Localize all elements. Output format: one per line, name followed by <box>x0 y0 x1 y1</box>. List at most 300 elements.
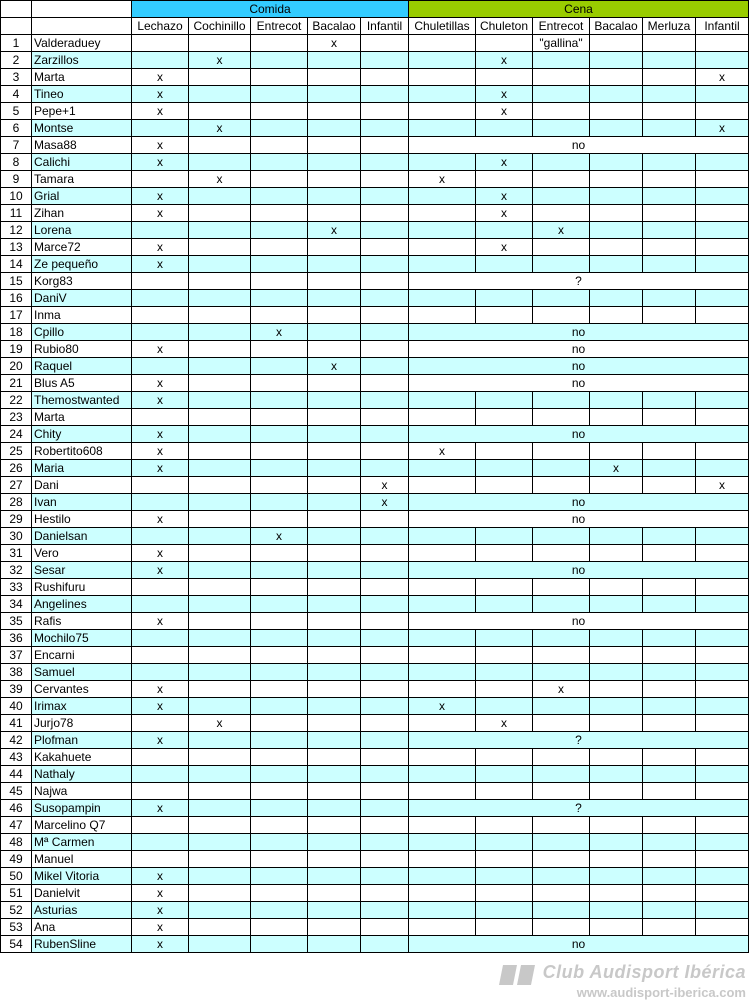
choice-cell[interactable] <box>590 783 643 800</box>
person-name-cell[interactable]: Nathaly <box>32 766 132 783</box>
choice-cell[interactable]: x <box>189 120 251 137</box>
choice-cell[interactable] <box>590 103 643 120</box>
choice-cell[interactable] <box>696 443 749 460</box>
choice-cell[interactable] <box>361 171 409 188</box>
cena-status-cell[interactable]: ? <box>409 273 749 290</box>
person-name-cell[interactable]: Grial <box>32 188 132 205</box>
person-name-cell[interactable]: Zarzillos <box>32 52 132 69</box>
choice-cell[interactable] <box>696 647 749 664</box>
choice-cell[interactable] <box>533 834 590 851</box>
choice-cell[interactable] <box>251 885 308 902</box>
choice-cell[interactable] <box>189 681 251 698</box>
person-name-cell[interactable]: Angelines <box>32 596 132 613</box>
person-name-cell[interactable]: Irimax <box>32 698 132 715</box>
choice-cell[interactable] <box>533 545 590 562</box>
choice-cell[interactable] <box>409 630 476 647</box>
choice-cell[interactable]: x <box>132 256 189 273</box>
choice-cell[interactable] <box>590 205 643 222</box>
choice-cell[interactable] <box>251 188 308 205</box>
choice-cell[interactable] <box>409 477 476 494</box>
choice-cell[interactable] <box>643 222 696 239</box>
choice-cell[interactable] <box>189 766 251 783</box>
choice-cell[interactable] <box>361 256 409 273</box>
choice-cell[interactable] <box>476 460 533 477</box>
choice-cell[interactable] <box>251 715 308 732</box>
choice-cell[interactable] <box>590 69 643 86</box>
choice-cell[interactable] <box>361 511 409 528</box>
choice-cell[interactable] <box>590 409 643 426</box>
choice-cell[interactable] <box>409 528 476 545</box>
choice-cell[interactable] <box>361 783 409 800</box>
choice-cell[interactable] <box>189 86 251 103</box>
choice-cell[interactable] <box>643 919 696 936</box>
choice-cell[interactable] <box>533 154 590 171</box>
choice-cell[interactable] <box>533 256 590 273</box>
choice-cell[interactable] <box>590 851 643 868</box>
choice-cell[interactable]: x <box>361 494 409 511</box>
choice-cell[interactable] <box>308 715 361 732</box>
choice-cell[interactable] <box>476 290 533 307</box>
choice-cell[interactable] <box>361 239 409 256</box>
choice-cell[interactable] <box>132 273 189 290</box>
choice-cell[interactable] <box>696 256 749 273</box>
person-name-cell[interactable]: Danielvit <box>32 885 132 902</box>
choice-cell[interactable] <box>533 664 590 681</box>
choice-cell[interactable] <box>189 494 251 511</box>
choice-cell[interactable] <box>696 817 749 834</box>
choice-cell[interactable] <box>643 69 696 86</box>
choice-cell[interactable] <box>361 273 409 290</box>
choice-cell[interactable] <box>308 902 361 919</box>
choice-cell[interactable] <box>189 460 251 477</box>
person-name-cell[interactable]: Mochilo75 <box>32 630 132 647</box>
choice-cell[interactable] <box>308 273 361 290</box>
choice-cell[interactable] <box>132 766 189 783</box>
choice-cell[interactable] <box>590 545 643 562</box>
person-name-cell[interactable]: RubenSline <box>32 936 132 953</box>
choice-cell[interactable] <box>533 528 590 545</box>
choice-cell[interactable] <box>643 239 696 256</box>
choice-cell[interactable] <box>590 715 643 732</box>
choice-cell[interactable] <box>189 732 251 749</box>
choice-cell[interactable] <box>409 766 476 783</box>
choice-cell[interactable] <box>361 919 409 936</box>
person-name-cell[interactable]: DaniV <box>32 290 132 307</box>
choice-cell[interactable] <box>251 443 308 460</box>
choice-cell[interactable] <box>533 868 590 885</box>
choice-cell[interactable] <box>696 919 749 936</box>
choice-cell[interactable]: x <box>132 681 189 698</box>
choice-cell[interactable] <box>361 766 409 783</box>
choice-cell[interactable] <box>189 154 251 171</box>
choice-cell[interactable] <box>251 307 308 324</box>
choice-cell[interactable] <box>409 851 476 868</box>
choice-cell[interactable] <box>308 919 361 936</box>
choice-cell[interactable] <box>533 409 590 426</box>
choice-cell[interactable] <box>590 681 643 698</box>
choice-cell[interactable] <box>251 579 308 596</box>
choice-cell[interactable]: x <box>251 324 308 341</box>
choice-cell[interactable] <box>590 902 643 919</box>
choice-cell[interactable] <box>476 698 533 715</box>
choice-cell[interactable] <box>696 409 749 426</box>
choice-cell[interactable] <box>308 307 361 324</box>
choice-cell[interactable] <box>308 290 361 307</box>
choice-cell[interactable] <box>308 766 361 783</box>
choice-cell[interactable] <box>643 749 696 766</box>
person-name-cell[interactable]: Rushifuru <box>32 579 132 596</box>
choice-cell[interactable] <box>251 698 308 715</box>
choice-cell[interactable] <box>308 681 361 698</box>
choice-cell[interactable] <box>643 630 696 647</box>
choice-cell[interactable] <box>643 120 696 137</box>
choice-cell[interactable] <box>409 885 476 902</box>
choice-cell[interactable]: x <box>132 732 189 749</box>
choice-cell[interactable]: x <box>476 86 533 103</box>
choice-cell[interactable] <box>361 154 409 171</box>
person-name-cell[interactable]: Mikel Vitoria <box>32 868 132 885</box>
choice-cell[interactable] <box>696 698 749 715</box>
choice-cell[interactable] <box>476 681 533 698</box>
person-name-cell[interactable]: Sesar <box>32 562 132 579</box>
person-name-cell[interactable]: Hestilo <box>32 511 132 528</box>
choice-cell[interactable] <box>476 664 533 681</box>
choice-cell[interactable] <box>533 69 590 86</box>
choice-cell[interactable]: x <box>476 103 533 120</box>
choice-cell[interactable]: x <box>409 443 476 460</box>
choice-cell[interactable] <box>590 52 643 69</box>
choice-cell[interactable] <box>590 579 643 596</box>
choice-cell[interactable] <box>590 307 643 324</box>
choice-cell[interactable] <box>132 715 189 732</box>
choice-cell[interactable] <box>643 460 696 477</box>
choice-cell[interactable] <box>696 154 749 171</box>
choice-cell[interactable]: x <box>132 86 189 103</box>
choice-cell[interactable] <box>643 477 696 494</box>
cena-status-cell[interactable]: no <box>409 613 749 630</box>
choice-cell[interactable] <box>643 681 696 698</box>
choice-cell[interactable] <box>409 35 476 52</box>
person-name-cell[interactable]: Marta <box>32 409 132 426</box>
choice-cell[interactable] <box>643 579 696 596</box>
choice-cell[interactable] <box>189 698 251 715</box>
person-name-cell[interactable]: Tamara <box>32 171 132 188</box>
choice-cell[interactable] <box>409 596 476 613</box>
choice-cell[interactable] <box>409 409 476 426</box>
choice-cell[interactable] <box>189 222 251 239</box>
choice-cell[interactable] <box>361 664 409 681</box>
choice-cell[interactable] <box>643 715 696 732</box>
choice-cell[interactable] <box>308 800 361 817</box>
choice-cell[interactable] <box>361 375 409 392</box>
choice-cell[interactable] <box>643 766 696 783</box>
choice-cell[interactable] <box>476 35 533 52</box>
choice-cell[interactable] <box>251 103 308 120</box>
choice-cell[interactable] <box>132 630 189 647</box>
choice-cell[interactable] <box>189 613 251 630</box>
choice-cell[interactable] <box>533 188 590 205</box>
choice-cell[interactable] <box>409 188 476 205</box>
choice-cell[interactable] <box>409 783 476 800</box>
choice-cell[interactable] <box>696 392 749 409</box>
choice-cell[interactable]: x <box>132 205 189 222</box>
choice-cell[interactable] <box>476 919 533 936</box>
choice-cell[interactable]: "gallina" <box>533 35 590 52</box>
choice-cell[interactable]: x <box>409 171 476 188</box>
choice-cell[interactable] <box>132 409 189 426</box>
choice-cell[interactable] <box>590 239 643 256</box>
choice-cell[interactable]: x <box>409 698 476 715</box>
choice-cell[interactable] <box>361 52 409 69</box>
choice-cell[interactable] <box>696 749 749 766</box>
choice-cell[interactable] <box>590 290 643 307</box>
choice-cell[interactable] <box>590 528 643 545</box>
choice-cell[interactable] <box>590 171 643 188</box>
choice-cell[interactable] <box>533 851 590 868</box>
choice-cell[interactable] <box>590 86 643 103</box>
choice-cell[interactable] <box>590 392 643 409</box>
choice-cell[interactable] <box>361 936 409 953</box>
choice-cell[interactable] <box>696 528 749 545</box>
choice-cell[interactable] <box>533 630 590 647</box>
choice-cell[interactable] <box>189 800 251 817</box>
choice-cell[interactable] <box>643 783 696 800</box>
choice-cell[interactable] <box>308 86 361 103</box>
choice-cell[interactable]: x <box>132 188 189 205</box>
choice-cell[interactable] <box>476 256 533 273</box>
choice-cell[interactable] <box>409 902 476 919</box>
choice-cell[interactable] <box>361 613 409 630</box>
choice-cell[interactable] <box>361 307 409 324</box>
choice-cell[interactable] <box>533 817 590 834</box>
choice-cell[interactable] <box>361 205 409 222</box>
choice-cell[interactable] <box>308 52 361 69</box>
choice-cell[interactable] <box>132 222 189 239</box>
choice-cell[interactable]: x <box>132 392 189 409</box>
choice-cell[interactable] <box>409 868 476 885</box>
choice-cell[interactable] <box>696 188 749 205</box>
choice-cell[interactable] <box>189 188 251 205</box>
choice-cell[interactable] <box>476 868 533 885</box>
choice-cell[interactable] <box>189 409 251 426</box>
choice-cell[interactable] <box>132 477 189 494</box>
choice-cell[interactable] <box>308 103 361 120</box>
choice-cell[interactable]: x <box>132 800 189 817</box>
choice-cell[interactable] <box>361 35 409 52</box>
choice-cell[interactable] <box>361 545 409 562</box>
choice-cell[interactable] <box>409 239 476 256</box>
choice-cell[interactable] <box>643 528 696 545</box>
choice-cell[interactable] <box>476 630 533 647</box>
choice-cell[interactable] <box>409 290 476 307</box>
choice-cell[interactable] <box>533 596 590 613</box>
choice-cell[interactable] <box>251 86 308 103</box>
choice-cell[interactable] <box>533 443 590 460</box>
choice-cell[interactable] <box>251 222 308 239</box>
choice-cell[interactable] <box>132 596 189 613</box>
choice-cell[interactable] <box>590 766 643 783</box>
person-name-cell[interactable]: Korg83 <box>32 273 132 290</box>
choice-cell[interactable] <box>409 817 476 834</box>
choice-cell[interactable] <box>361 800 409 817</box>
choice-cell[interactable] <box>643 205 696 222</box>
choice-cell[interactable] <box>643 52 696 69</box>
choice-cell[interactable] <box>189 647 251 664</box>
choice-cell[interactable]: x <box>476 52 533 69</box>
choice-cell[interactable] <box>409 154 476 171</box>
choice-cell[interactable] <box>643 647 696 664</box>
choice-cell[interactable] <box>590 885 643 902</box>
choice-cell[interactable] <box>251 120 308 137</box>
person-name-cell[interactable]: Mª Carmen <box>32 834 132 851</box>
choice-cell[interactable] <box>251 477 308 494</box>
cena-status-cell[interactable]: no <box>409 375 749 392</box>
choice-cell[interactable] <box>643 188 696 205</box>
choice-cell[interactable] <box>643 868 696 885</box>
choice-cell[interactable] <box>476 834 533 851</box>
choice-cell[interactable] <box>251 545 308 562</box>
choice-cell[interactable]: x <box>189 171 251 188</box>
choice-cell[interactable] <box>251 647 308 664</box>
choice-cell[interactable] <box>308 477 361 494</box>
choice-cell[interactable]: x <box>476 188 533 205</box>
choice-cell[interactable] <box>643 698 696 715</box>
choice-cell[interactable] <box>409 205 476 222</box>
choice-cell[interactable] <box>643 171 696 188</box>
choice-cell[interactable] <box>476 783 533 800</box>
choice-cell[interactable] <box>308 511 361 528</box>
choice-cell[interactable] <box>361 902 409 919</box>
cena-status-cell[interactable]: no <box>409 494 749 511</box>
choice-cell[interactable] <box>643 392 696 409</box>
choice-cell[interactable] <box>696 545 749 562</box>
choice-cell[interactable]: x <box>308 35 361 52</box>
choice-cell[interactable] <box>251 375 308 392</box>
choice-cell[interactable] <box>251 409 308 426</box>
choice-cell[interactable] <box>308 256 361 273</box>
person-name-cell[interactable]: Chity <box>32 426 132 443</box>
person-name-cell[interactable]: Asturias <box>32 902 132 919</box>
choice-cell[interactable] <box>251 936 308 953</box>
choice-cell[interactable] <box>361 596 409 613</box>
choice-cell[interactable] <box>251 69 308 86</box>
choice-cell[interactable] <box>361 324 409 341</box>
choice-cell[interactable] <box>308 375 361 392</box>
choice-cell[interactable] <box>476 902 533 919</box>
choice-cell[interactable]: x <box>132 443 189 460</box>
choice-cell[interactable] <box>251 732 308 749</box>
choice-cell[interactable] <box>696 664 749 681</box>
choice-cell[interactable] <box>590 817 643 834</box>
choice-cell[interactable] <box>189 324 251 341</box>
choice-cell[interactable]: x <box>189 715 251 732</box>
choice-cell[interactable] <box>361 630 409 647</box>
choice-cell[interactable] <box>308 698 361 715</box>
choice-cell[interactable] <box>409 392 476 409</box>
choice-cell[interactable] <box>696 307 749 324</box>
choice-cell[interactable] <box>533 52 590 69</box>
choice-cell[interactable] <box>696 596 749 613</box>
choice-cell[interactable] <box>308 647 361 664</box>
choice-cell[interactable] <box>533 205 590 222</box>
choice-cell[interactable] <box>308 834 361 851</box>
choice-cell[interactable] <box>308 426 361 443</box>
choice-cell[interactable] <box>533 647 590 664</box>
choice-cell[interactable] <box>308 613 361 630</box>
choice-cell[interactable] <box>533 749 590 766</box>
choice-cell[interactable] <box>251 494 308 511</box>
choice-cell[interactable]: x <box>132 562 189 579</box>
choice-cell[interactable]: x <box>696 69 749 86</box>
choice-cell[interactable] <box>251 52 308 69</box>
choice-cell[interactable] <box>409 222 476 239</box>
choice-cell[interactable] <box>590 222 643 239</box>
choice-cell[interactable] <box>189 528 251 545</box>
choice-cell[interactable] <box>409 664 476 681</box>
choice-cell[interactable] <box>361 851 409 868</box>
choice-cell[interactable]: x <box>696 477 749 494</box>
choice-cell[interactable] <box>251 341 308 358</box>
choice-cell[interactable] <box>476 392 533 409</box>
choice-cell[interactable] <box>696 885 749 902</box>
choice-cell[interactable] <box>643 154 696 171</box>
choice-cell[interactable] <box>696 171 749 188</box>
choice-cell[interactable] <box>361 579 409 596</box>
choice-cell[interactable] <box>361 562 409 579</box>
choice-cell[interactable] <box>251 562 308 579</box>
choice-cell[interactable] <box>189 851 251 868</box>
person-name-cell[interactable]: Encarni <box>32 647 132 664</box>
choice-cell[interactable] <box>308 596 361 613</box>
choice-cell[interactable] <box>308 205 361 222</box>
person-name-cell[interactable]: Masa88 <box>32 137 132 154</box>
person-name-cell[interactable]: Pepe+1 <box>32 103 132 120</box>
choice-cell[interactable] <box>643 35 696 52</box>
choice-cell[interactable] <box>308 443 361 460</box>
choice-cell[interactable] <box>251 290 308 307</box>
choice-cell[interactable] <box>132 834 189 851</box>
choice-cell[interactable] <box>251 664 308 681</box>
choice-cell[interactable] <box>132 120 189 137</box>
choice-cell[interactable] <box>361 698 409 715</box>
choice-cell[interactable] <box>696 103 749 120</box>
choice-cell[interactable] <box>132 171 189 188</box>
choice-cell[interactable] <box>132 579 189 596</box>
choice-cell[interactable] <box>308 868 361 885</box>
choice-cell[interactable] <box>696 715 749 732</box>
choice-cell[interactable] <box>308 817 361 834</box>
choice-cell[interactable] <box>590 664 643 681</box>
choice-cell[interactable] <box>590 188 643 205</box>
choice-cell[interactable] <box>533 477 590 494</box>
choice-cell[interactable] <box>696 783 749 800</box>
person-name-cell[interactable]: Calichi <box>32 154 132 171</box>
person-name-cell[interactable]: Marce72 <box>32 239 132 256</box>
choice-cell[interactable] <box>643 902 696 919</box>
choice-cell[interactable] <box>132 749 189 766</box>
choice-cell[interactable] <box>533 766 590 783</box>
choice-cell[interactable] <box>361 137 409 154</box>
person-name-cell[interactable]: Montse <box>32 120 132 137</box>
person-name-cell[interactable]: Lorena <box>32 222 132 239</box>
choice-cell[interactable] <box>476 596 533 613</box>
cena-status-cell[interactable]: no <box>409 341 749 358</box>
choice-cell[interactable] <box>590 919 643 936</box>
person-name-cell[interactable]: Ana <box>32 919 132 936</box>
choice-cell[interactable] <box>361 647 409 664</box>
choice-cell[interactable] <box>189 477 251 494</box>
choice-cell[interactable] <box>476 766 533 783</box>
